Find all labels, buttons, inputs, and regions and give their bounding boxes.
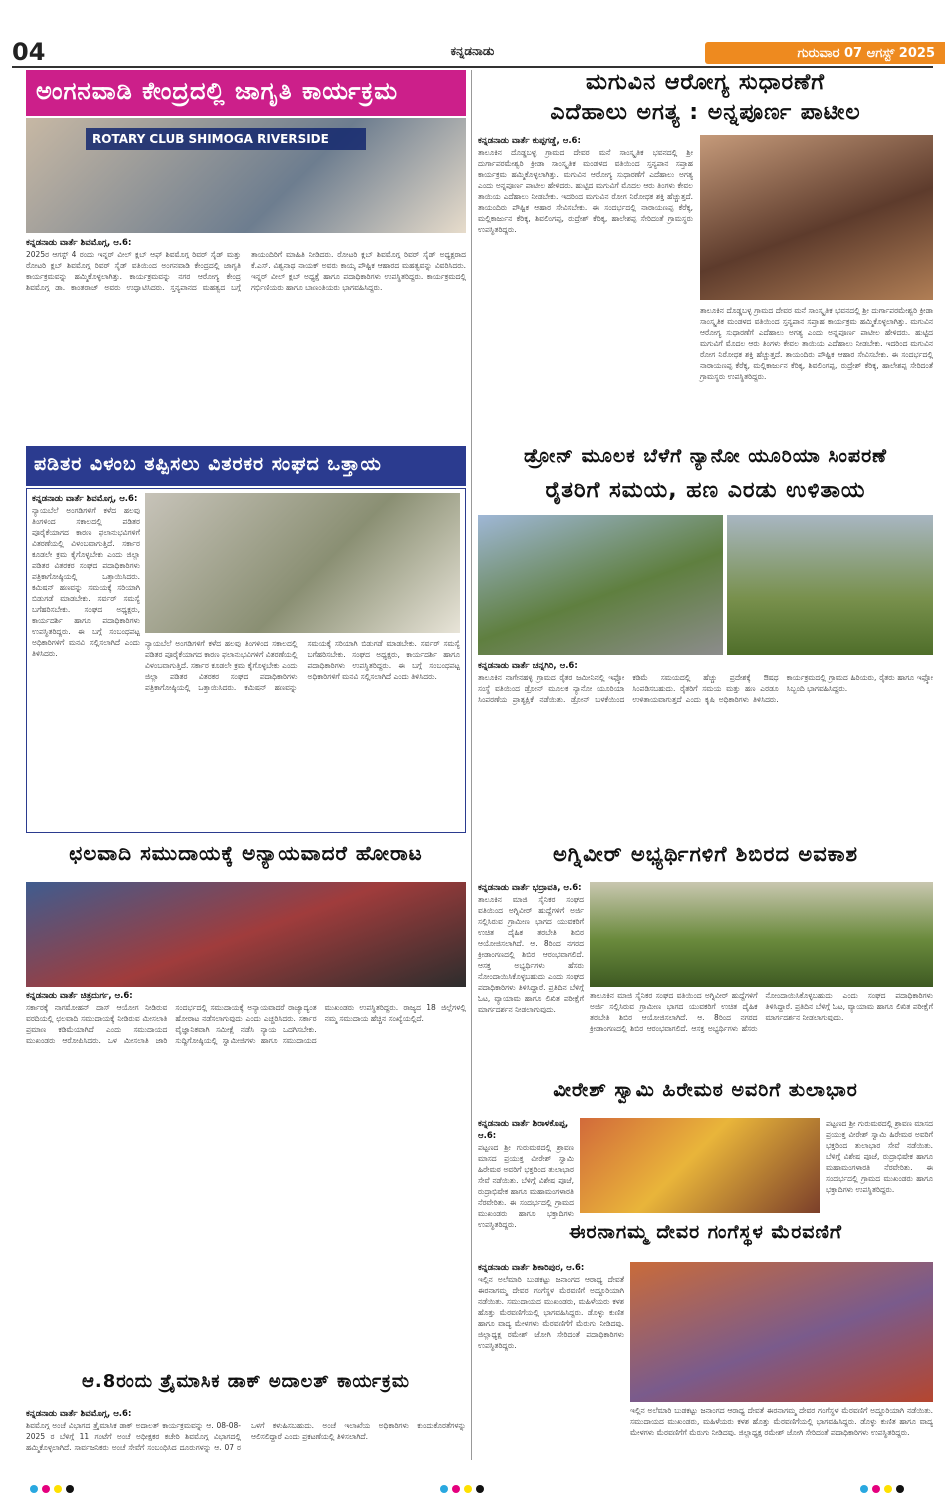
article-procession <box>478 1262 624 1442</box>
dot-yellow <box>884 1485 892 1493</box>
article-body: ತಾಲೂಕಿನ ಮಾಜಿ ಸೈನಿಕರ ಸಂಘದ ವತಿಯಿಂದ ಅಗ್ನಿವೀರ್ ಹುದ್ದೆಗಳಿಗೆ ಅರ್ಜಿ ಸಲ್ಲಿಸಿರುವ ಗ್ರಾಮೀಣ ಭಾಗದ ಯುವಕರಿಗೆ ಉಚಿತ ದೈಹಿಕ ತರಬೇತಿ ಶಿಬಿರ ಆಯೋಜಿಸಲಾಗಿದೆ. ಆ. 8ರಿಂದ ನಗರದ ಕ್ರೀಡಾಂಗಣದಲ್ಲಿ ಶಿಬಿರ ಆರಂಭವಾಗಲಿದೆ. ಆಸಕ್ತ ಅಭ್ಯರ್ಥಿಗಳು ಹೆಸರು ನೋಂದಾಯಿಸಿಕೊಳ್ಳಬಹುದು ಎಂದು ಸಂಘದ ಪದಾಧಿಕಾರಿಗಳು ತಿಳಿಸಿದ್ದಾರೆ. ಪ್ರತಿದಿನ ಬೆಳಿಗ್ಗೆ ಓಟ, ವ್ಯಾಯಾಮ ಹಾಗೂ ಲಿಖಿತ ಪರೀಕ್ಷೆಗೆ ಮಾರ್ಗದರ್ಶನ ನೀಡಲಾಗುವುದು. <box>478 895 584 1014</box>
headline-dak-adalat: ಆ.8ರಂದು ತ್ರೈಮಾಸಿಕ ಡಾಕ್ ಅದಾಲತ್ ಕಾರ್ಯಕ್ರಮ <box>82 1371 410 1392</box>
dot-cyan <box>30 1485 38 1493</box>
photo-agniveer <box>590 882 933 987</box>
article-agniveer <box>478 882 584 1062</box>
photo-thulabhara <box>580 1118 820 1213</box>
headline-child-health-1: ಮಗುವಿನ ಆರೋಗ್ಯ ಸುಧಾರಣೆಗೆ <box>585 70 825 95</box>
registration-dots-right <box>860 1478 940 1492</box>
article-community <box>26 990 466 1365</box>
page-number: 04 <box>12 38 46 66</box>
article-child-health <box>478 135 693 435</box>
article-body: ತಾಲೂಕಿನ ದೊಡ್ಡಬಳ್ಳ ಗ್ರಾಮದ ದೇವರ ಮನೆ ಸಾಂಸ್ಕೃತಿಕ ಭವನದಲ್ಲಿ ಶ್ರೀ ದುರ್ಗಾಪರಮೇಶ್ವರಿ ಕ್ರೀಡಾ ಸಾಂಸ್ಕೃತಿಕ ಮಂಡಳದ ವತಿಯಿಂದ ಸ್ತನ್ಯಪಾನ ಸಪ್ತಾಹ ಕಾರ್ಯಕ್ರಮ ಹಮ್ಮಿಕೊಳ್ಳಲಾಗಿತ್ತು. ಮಗುವಿನ ಆರೋಗ್ಯ ಸುಧಾರಣೆಗೆ ಎದೆಹಾಲು ಅಗತ್ಯ ಎಂದು ಅನ್ನಪೂರ್ಣ ಪಾಟೀಲ ಹೇಳಿದರು. ಹುಟ್ಟಿದ ಮಗುವಿಗೆ ಮೊದಲ ಆರು ತಿಂಗಳು ಕೇವಲ ತಾಯಿಯ ಎದೆಹಾಲು ನೀಡಬೇಕು. ಇದರಿಂದ ಮಗುವಿನ ರೋಗ ನಿರೋಧಕ ಶಕ್ತಿ ಹೆಚ್ಚುತ್ತದೆ. ತಾಯಂದಿರು ಪೌಷ್ಟಿಕ ಆಹಾರ ಸೇವಿಸಬೇಕು. ಈ ಸಂದರ್ಭದಲ್ಲಿ ನಾರಾಯಣಪ್ಪ ಕೆರೆಕ್ಕ, ಮಲ್ಲಿಕಾರ್ಜುನ ಕೆರಿಕ್ಕ, ಶಿವಲಿಂಗಪ್ಪ, ರುದ್ರೇಶ್ ಕೆರಿಕ್ಕ, ಹಾಲೇಶಪ್ಪ ಸೇರಿದಂತೆ ಗ್ರಾಮಸ್ಥರು ಉಪಸ್ಥಿತರಿದ್ದರು. <box>478 148 693 234</box>
article-body: ಸರ್ಕಾರಕ್ಕೆ ನಾಗಮೋಹನ್ ದಾಸ್ ಆಯೋಗ ನೀಡಿರುವ ವರದಿಯಲ್ಲಿ ಛಲವಾದಿ ಸಮುದಾಯಕ್ಕೆ ನೀಡಿರುವ ಮೀಸಲಾತಿ ಪ್ರಮಾಣ ಕಡಿಮೆಯಾಗಿದೆ ಎಂದು ಸಮುದಾಯದ ಮುಖಂಡರು ಆರೋಪಿಸಿದರು. ಒಳ ಮೀಸಲಾತಿ ಜಾರಿ ಸಂದರ್ಭದಲ್ಲಿ ಸಮುದಾಯಕ್ಕೆ ಅನ್ಯಾಯವಾದರೆ ರಾಜ್ಯಾದ್ಯಂತ ಹೋರಾಟ ನಡೆಸಲಾಗುವುದು ಎಂದು ಎಚ್ಚರಿಸಿದರು. ಸರ್ಕಾರ ವೈಜ್ಞಾನಿಕವಾಗಿ ಸಮೀಕ್ಷೆ ನಡೆಸಿ ನ್ಯಾಯ ಒದಗಿಸಬೇಕು. ಸುದ್ದಿಗೋಷ್ಠಿಯಲ್ಲಿ ಸ್ವಾಮೀಜಿಗಳು ಹಾಗೂ ಸಮುದಾಯದ ಮುಖಂಡರು ಉಪಸ್ಥಿತರಿದ್ದರು. ರಾಜ್ಯದ 18 ಜಿಲ್ಲೆಗಳಲ್ಲಿ ನಮ್ಮ ಸಮುದಾಯ ಹೆಚ್ಚಿನ ಸಂಖ್ಯೆಯಲ್ಲಿದೆ. <box>26 1003 466 1045</box>
headline-drone-2: ರೈತರಿಗೆ ಸಮಯ, ಹಣ ಎರಡು ಉಳಿತಾಯ <box>545 478 866 503</box>
article-dak-adalat <box>26 1408 466 1463</box>
headline-community: ಛಲವಾದಿ ಸಮುದಾಯಕ್ಕೆ ಅನ್ಯಾಯವಾದರೆ ಹೋರಾಟ <box>69 841 423 865</box>
dot-magenta <box>42 1485 50 1493</box>
article-thulabhara <box>478 1118 574 1229</box>
photo-drone-2 <box>727 515 933 655</box>
dot-black <box>896 1485 904 1493</box>
date-bar: ಗುರುವಾರ 07 ಆಗಸ್ಟ್ 2025 <box>705 42 945 64</box>
article-body: ಇಲ್ಲಿನ ಅಲೆಮಾರಿ ಬುಡಕಟ್ಟು ಜನಾಂಗದ ಆರಾಧ್ಯ ದೇವತೆ ಈರನಾಗಮ್ಮ ದೇವರ ಗಂಗೆಸ್ಥಳ ಮೆರವಣಿಗೆ ಅದ್ದೂರಿಯಾಗಿ ನಡೆಯಿತು. ಸಮುದಾಯದ ಮುಖಂಡರು, ಮಹಿಳೆಯರು ಕಳಶ ಹೊತ್ತು ಮೆರವಣಿಗೆಯಲ್ಲಿ ಭಾಗವಹಿಸಿದ್ದರು. ಡೊಳ್ಳು ಕುಣಿತ ಹಾಗೂ ವಾದ್ಯ ಮೇಳಗಳು ಮೆರವಣಿಗೆಗೆ ಮೆರುಗು ನೀಡಿದವು. ಜಿಲ್ಲಾಧ್ಯಕ್ಷ ರಮೇಶ್ ಜೋಗಿ ಸೇರಿದಂತೆ ಪದಾಧಿಕಾರಿಗಳು ಉಪಸ್ಥಿತರಿದ್ದರು. <box>478 1275 624 1350</box>
byline: ಕನ್ನಡನಾಡು ವಾರ್ತೆ ಶಿವಮೊಗ್ಗ, ಆ.6: <box>26 1409 132 1419</box>
article-thulabhara-cont: ಪಟ್ಟಣದ ಶ್ರೀ ಗುರುಮಠದಲ್ಲಿ ಶ್ರಾವಣ ಮಾಸದ ಪ್ರಯುಕ್ತ ವೀರೇಶ್ ಸ್ವಾಮಿ ಹಿರೇಮಠ ಅವರಿಗೆ ಭಕ್ತರಿಂದ ತುಲಾಭಾರ ಸೇವೆ ನಡೆಯಿತು. ಬೆಳಿಗ್ಗೆ ವಿಶೇಷ ಪೂಜೆ, ರುದ್ರಾಭಿಷೇಕ ಹಾಗೂ ಮಹಾಮಂಗಳಾರತಿ ನೆರವೇರಿತು. ಈ ಸಂದರ್ಭದಲ್ಲಿ ಗ್ರಾಮದ ಮುಖಂಡರು ಹಾಗೂ ಭಕ್ತಾದಿಗಳು ಉಪಸ್ಥಿತರಿದ್ದರು. <box>826 1119 933 1194</box>
article-body: ಪಟ್ಟಣದ ಶ್ರೀ ಗುರುಮಠದಲ್ಲಿ ಶ್ರಾವಣ ಮಾಸದ ಪ್ರಯುಕ್ತ ವೀರೇಶ್ ಸ್ವಾಮಿ ಹಿರೇಮಠ ಅವರಿಗೆ ಭಕ್ತರಿಂದ ತುಲಾಭಾರ ಸೇವೆ ನಡೆಯಿತು. ಬೆಳಿಗ್ಗೆ ವಿಶೇಷ ಪೂಜೆ, ರುದ್ರಾಭಿಷೇಕ ಹಾಗೂ ಮಹಾಮಂಗಳಾರತಿ ನೆರವೇರಿತು. ಈ ಸಂದರ್ಭದಲ್ಲಿ ಗ್ರಾಮದ ಮುಖಂಡರು ಹಾಗೂ ಭಕ್ತಾದಿಗಳು ಉಪಸ್ಥಿತರಿದ್ದರು. <box>478 1143 574 1229</box>
byline: ಕನ್ನಡನಾಡು ವಾರ್ತೆ ಚಿತ್ರದುರ್ಗ, ಆ.6: <box>26 991 133 1001</box>
photo-procession <box>630 1262 933 1402</box>
headline-procession: ಈರನಾಗಮ್ಮ ದೇವರ ಗಂಗೆಸ್ಥಳ ಮೆರವಣಿಗೆ <box>569 1221 842 1243</box>
dot-magenta <box>452 1485 460 1493</box>
byline: ಕನ್ನಡನಾಡು ವಾರ್ತೆ ಶಿವಮೊಗ್ಗ, ಆ.6: <box>26 238 132 248</box>
dot-cyan <box>440 1485 448 1493</box>
byline: ಕನ್ನಡನಾಡು ವಾರ್ತೆ ಕುಪ್ಪಗಡ್ಡೆ, ಆ.6: <box>478 136 581 146</box>
article-body: ತಾಲೂಕಿನ ನಾಗೇನಹಳ್ಳಿ ಗ್ರಾಮದ ರೈತರ ಜಮೀನಿನಲ್ಲಿ ಇಫ್ಕೋ ಸಂಸ್ಥೆ ವತಿಯಿಂದ ಡ್ರೋನ್ ಮೂಲಕ ನ್ಯಾನೋ ಯೂರಿಯಾ ಸಿಂಪರಣೆಯ ಪ್ರಾತ್ಯಕ್ಷಿಕೆ ನಡೆಯಿತು. ಡ್ರೋನ್ ಬಳಕೆಯಿಂದ ಕಡಿಮೆ ಸಮಯದಲ್ಲಿ ಹೆಚ್ಚು ಪ್ರದೇಶಕ್ಕೆ ಔಷಧ ಸಿಂಪಡಿಸಬಹುದು. ರೈತರಿಗೆ ಸಮಯ ಮತ್ತು ಹಣ ಎರಡೂ ಉಳಿತಾಯವಾಗುತ್ತದೆ ಎಂದು ಕೃಷಿ ಅಧಿಕಾರಿಗಳು ತಿಳಿಸಿದರು. ಕಾರ್ಯಕ್ರಮದಲ್ಲಿ ಗ್ರಾಮದ ಹಿರಿಯರು, ರೈತರು ಹಾಗೂ ಇಫ್ಕೋ ಸಿಬ್ಬಂದಿ ಭಾಗವಹಿಸಿದ್ದರು. <box>478 673 933 704</box>
article-agniveer-cont: ತಾಲೂಕಿನ ಮಾಜಿ ಸೈನಿಕರ ಸಂಘದ ವತಿಯಿಂದ ಅಗ್ನಿವೀರ್ ಹುದ್ದೆಗಳಿಗೆ ಅರ್ಜಿ ಸಲ್ಲಿಸಿರುವ ಗ್ರಾಮೀಣ ಭಾಗದ ಯುವಕರಿಗೆ ಉಚಿತ ದೈಹಿಕ ತರಬೇತಿ ಶಿಬಿರ ಆಯೋಜಿಸಲಾಗಿದೆ. ಆ. 8ರಿಂದ ನಗರದ ಕ್ರೀಡಾಂಗಣದಲ್ಲಿ ಶಿಬಿರ ಆರಂಭವಾಗಲಿದೆ. ಆಸಕ್ತ ಅಭ್ಯರ್ಥಿಗಳು ಹೆಸರು ನೋಂದಾಯಿಸಿಕೊಳ್ಳಬಹುದು ಎಂದು ಸಂಘದ ಪದಾಧಿಕಾರಿಗಳು ತಿಳಿಸಿದ್ದಾರೆ. ಪ್ರತಿದಿನ ಬೆಳಿಗ್ಗೆ ಓಟ, ವ್ಯಾಯಾಮ ಹಾಗೂ ಲಿಖಿತ ಪರೀಕ್ಷೆಗೆ ಮಾರ್ಗದರ್ಶನ ನೀಡಲಾಗುವುದು. <box>590 991 933 1033</box>
article-distributors <box>32 493 140 829</box>
article-drone <box>478 660 933 835</box>
dot-black <box>476 1485 484 1493</box>
photo-drone-1 <box>478 515 723 655</box>
photo-banner: ROTARY CLUB SHIMOGA RIVERSIDE <box>86 128 366 150</box>
headline-child-health-2: ಎದೆಹಾಲು ಅಗತ್ಯ : ಅನ್ನಪೂರ್ಣ ಪಾಟೀಲ <box>550 100 861 125</box>
dot-magenta <box>872 1485 880 1493</box>
masthead: ಕನ್ನಡನಾಡು <box>450 44 495 58</box>
column-divider <box>471 70 472 1460</box>
photo-distributors <box>145 493 460 633</box>
article-body: ನ್ಯಾಯಬೆಲೆ ಅಂಗಡಿಗಳಿಗೆ ಕಳೆದ ಹಲವು ತಿಂಗಳಿಂದ ಸಕಾಲದಲ್ಲಿ ಪಡಿತರ ಪೂರೈಕೆಯಾಗದ ಕಾರಣ ಫಲಾನುಭವಿಗಳಿಗೆ ವಿತರಣೆಯಲ್ಲಿ ವಿಳಂಬವಾಗುತ್ತಿದೆ. ಸರ್ಕಾರ ಕೂಡಲೇ ಕ್ರಮ ಕೈಗೊಳ್ಳಬೇಕು ಎಂದು ಜಿಲ್ಲಾ ಪಡಿತರ ವಿತರಕರ ಸಂಘದ ಪದಾಧಿಕಾರಿಗಳು ಪತ್ರಿಕಾಗೋಷ್ಠಿಯಲ್ಲಿ ಒತ್ತಾಯಿಸಿದರು. ಕಮಿಷನ್ ಹಣವನ್ನು ಸಮಯಕ್ಕೆ ಸರಿಯಾಗಿ ಬಿಡುಗಡೆ ಮಾಡಬೇಕು. ಸರ್ವರ್ ಸಮಸ್ಯೆ ಬಗೆಹರಿಸಬೇಕು. ಸಂಘದ ಅಧ್ಯಕ್ಷರು, ಕಾರ್ಯದರ್ಶಿ ಹಾಗೂ ಪದಾಧಿಕಾರಿಗಳು ಉಪಸ್ಥಿತರಿದ್ದರು. ಈ ಬಗ್ಗೆ ಸಂಬಂಧಪಟ್ಟ ಅಧಿಕಾರಿಗಳಿಗೆ ಮನವಿ ಸಲ್ಲಿಸಲಾಗಿದೆ ಎಂದು ತಿಳಿಸಿದರು. <box>32 506 140 658</box>
byline: ಕನ್ನಡನಾಡು ವಾರ್ತೆ ಶಿಕಾರಿಪುರ, ಆ.6: <box>478 1263 585 1273</box>
article-distributors-cont: ನ್ಯಾಯಬೆಲೆ ಅಂಗಡಿಗಳಿಗೆ ಕಳೆದ ಹಲವು ತಿಂಗಳಿಂದ ಸಕಾಲದಲ್ಲಿ ಪಡಿತರ ಪೂರೈಕೆಯಾಗದ ಕಾರಣ ಫಲಾನುಭವಿಗಳಿಗೆ ವಿತರಣೆಯಲ್ಲಿ ವಿಳಂಬವಾಗುತ್ತಿದೆ. ಸರ್ಕಾರ ಕೂಡಲೇ ಕ್ರಮ ಕೈಗೊಳ್ಳಬೇಕು ಎಂದು ಜಿಲ್ಲಾ ಪಡಿತರ ವಿತರಕರ ಸಂಘದ ಪದಾಧಿಕಾರಿಗಳು ಪತ್ರಿಕಾಗೋಷ್ಠಿಯಲ್ಲಿ ಒತ್ತಾಯಿಸಿದರು. ಕಮಿಷನ್ ಹಣವನ್ನು ಸಮಯಕ್ಕೆ ಸರಿಯಾಗಿ ಬಿಡುಗಡೆ ಮಾಡಬೇಕು. ಸರ್ವರ್ ಸಮಸ್ಯೆ ಬಗೆಹರಿಸಬೇಕು. ಸಂಘದ ಅಧ್ಯಕ್ಷರು, ಕಾರ್ಯದರ್ಶಿ ಹಾಗೂ ಪದಾಧಿಕಾರಿಗಳು ಉಪಸ್ಥಿತರಿದ್ದರು. ಈ ಬಗ್ಗೆ ಸಂಬಂಧಪಟ್ಟ ಅಧಿಕಾರಿಗಳಿಗೆ ಮನವಿ ಸಲ್ಲಿಸಲಾಗಿದೆ ಎಂದು ತಿಳಿಸಿದರು. <box>145 639 460 692</box>
dot-yellow <box>464 1485 472 1493</box>
photo-community <box>26 882 466 987</box>
headline-anganwadi: ಅಂಗನವಾಡಿ ಕೇಂದ್ರದಲ್ಲಿ ಜಾಗೃತಿ ಕಾರ್ಯಕ್ರಮ <box>26 70 466 116</box>
registration-dots-left <box>30 1478 110 1492</box>
byline: ಕನ್ನಡನಾಡು ವಾರ್ತೆ ಶಿವಮೊಗ್ಗ, ಆ.6: <box>32 494 138 504</box>
article-procession-cont: ಇಲ್ಲಿನ ಅಲೆಮಾರಿ ಬುಡಕಟ್ಟು ಜನಾಂಗದ ಆರಾಧ್ಯ ದೇವತೆ ಈರನಾಗಮ್ಮ ದೇವರ ಗಂಗೆಸ್ಥಳ ಮೆರವಣಿಗೆ ಅದ್ದೂರಿಯಾಗಿ ನಡೆಯಿತು. ಸಮುದಾಯದ ಮುಖಂಡರು, ಮಹಿಳೆಯರು ಕಳಶ ಹೊತ್ತು ಮೆರವಣಿಗೆಯಲ್ಲಿ ಭಾಗವಹಿಸಿದ್ದರು. ಡೊಳ್ಳು ಕುಣಿತ ಹಾಗೂ ವಾದ್ಯ ಮೇಳಗಳು ಮೆರವಣಿಗೆಗೆ ಮೆರುಗು ನೀಡಿದವು. ಜಿಲ್ಲಾಧ್ಯಕ್ಷ ರಮೇಶ್ ಜೋಗಿ ಸೇರಿದಂತೆ ಪದಾಧಿಕಾರಿಗಳು ಉಪಸ್ಥಿತರಿದ್ದರು. <box>630 1406 933 1437</box>
byline: ಕನ್ನಡನಾಡು ವಾರ್ತೆ ಚನ್ನಗಿರಿ, ಆ.6: <box>478 661 578 671</box>
headline-drone-1: ಡ್ರೋನ್ ಮೂಲಕ ಬೆಳೆಗೆ ನ್ಯಾನೋ ಯೂರಿಯಾ ಸಿಂಪರಣೆ <box>524 445 887 467</box>
dot-yellow <box>54 1485 62 1493</box>
dot-black <box>66 1485 74 1493</box>
article-child-health-cont: ತಾಲೂಕಿನ ದೊಡ್ಡಬಳ್ಳ ಗ್ರಾಮದ ದೇವರ ಮನೆ ಸಾಂಸ್ಕೃತಿಕ ಭವನದಲ್ಲಿ ಶ್ರೀ ದುರ್ಗಾಪರಮೇಶ್ವರಿ ಕ್ರೀಡಾ ಸಾಂಸ್ಕೃತಿಕ ಮಂಡಳದ ವತಿಯಿಂದ ಸ್ತನ್ಯಪಾನ ಸಪ್ತಾಹ ಕಾರ್ಯಕ್ರಮ ಹಮ್ಮಿಕೊಳ್ಳಲಾಗಿತ್ತು. ಮಗುವಿನ ಆರೋಗ್ಯ ಸುಧಾರಣೆಗೆ ಎದೆಹಾಲು ಅಗತ್ಯ ಎಂದು ಅನ್ನಪೂರ್ಣ ಪಾಟೀಲ ಹೇಳಿದರು. ಹುಟ್ಟಿದ ಮಗುವಿಗೆ ಮೊದಲ ಆರು ತಿಂಗಳು ಕೇವಲ ತಾಯಿಯ ಎದೆಹಾಲು ನೀಡಬೇಕು. ಇದರಿಂದ ಮಗುವಿನ ರೋಗ ನಿರೋಧಕ ಶಕ್ತಿ ಹೆಚ್ಚುತ್ತದೆ. ತಾಯಂದಿರು ಪೌಷ್ಟಿಕ ಆಹಾರ ಸೇವಿಸಬೇಕು. ಈ ಸಂದರ್ಭದಲ್ಲಿ ನಾರಾಯಣಪ್ಪ ಕೆರೆಕ್ಕ, ಮಲ್ಲಿಕಾರ್ಜುನ ಕೆರಿಕ್ಕ, ಶಿವಲಿಂಗಪ್ಪ, ರುದ್ರೇಶ್ ಕೆರಿಕ್ಕ, ಹಾಲೇಶಪ್ಪ ಸೇರಿದಂತೆ ಗ್ರಾಮಸ್ಥರು ಉಪಸ್ಥಿತರಿದ್ದರು. <box>700 306 933 381</box>
byline: ಕನ್ನಡನಾಡು ವಾರ್ತೆ ಶಿರಾಳಕೊಪ್ಪ, ಆ.6: <box>478 1119 569 1141</box>
dot-cyan <box>860 1485 868 1493</box>
registration-dots-center <box>440 1478 520 1492</box>
headline-distributors: ಪಡಿತರ ವಿಳಂಬ ತಪ್ಪಿಸಲು ವಿತರಕರ ಸಂಘದ ಒತ್ತಾಯ <box>26 446 466 486</box>
photo-child-health <box>700 135 933 300</box>
article-body: 2025ರ ಆಗಸ್ಟ್ 4 ರಂದು ಇನ್ನರ್ ವೀಲ್ ಕ್ಲಬ್ ಆಫ್ ಶಿವಮೊಗ್ಗ ರಿವರ್ ಸೈಡ್ ಮತ್ತು ರೋಟರಿ ಕ್ಲಬ್ ಶಿವಮೊಗ್ಗ ರಿವರ್ ಸೈಡ್ ವತಿಯಿಂದ ಅಂಗನವಾಡಿ ಕೇಂದ್ರದಲ್ಲಿ ಜಾಗೃತಿ ಕಾರ್ಯಕ್ರಮವನ್ನು ಹಮ್ಮಿಕೊಳ್ಳಲಾಗಿತ್ತು. ಕಾರ್ಯಕ್ರಮವನ್ನು ನಗರ ಆರೋಗ್ಯ ಕೇಂದ್ರ ಶಿವಮೊಗ್ಗ ಡಾ. ಕಾಂತರಾಜ್ ಅವರು ಉದ್ಘಾಟಿಸಿದರು. ಸ್ತನ್ಯಪಾನದ ಮಹತ್ವದ ಬಗ್ಗೆ ತಾಯಂದಿರಿಗೆ ಮಾಹಿತಿ ನೀಡಿದರು. ರೋಟರಿ ಕ್ಲಬ್ ಶಿವಮೊಗ್ಗ ರಿವರ್ ಸೈಡ್ ಅಧ್ಯಕ್ಷರಾದ ಕೆ.ಎಸ್. ವಿಶ್ವನಾಥ ನಾಯಕ್ ಅವರು ಕಾಯ್ಕ ಪೌಷ್ಟಿಕ ಆಹಾರದ ಮಹತ್ವವನ್ನು ವಿವರಿಸಿದರು. ಇನ್ನರ್ ವೀಲ್ ಕ್ಲಬ್ ಅಧ್ಯಕ್ಷೆ ಹಾಗೂ ಪದಾಧಿಕಾರಿಗಳು ಉಪಸ್ಥಿತರಿದ್ದರು. ಕಾರ್ಯಕ್ರಮದಲ್ಲಿ ಗರ್ಭಿಣಿಯರು ಹಾಗೂ ಬಾಣಂತಿಯರು ಭಾಗವಹಿಸಿದ್ದರು. <box>26 250 466 292</box>
article-anganwadi <box>26 237 466 432</box>
headline-thulabhara: ವೀರೇಶ್ ಸ್ವಾಮಿ ಹಿರೇಮಠ ಅವರಿಗೆ ತುಲಾಭಾರ <box>553 1079 858 1101</box>
header-rule <box>12 66 933 68</box>
byline: ಕನ್ನಡನಾಡು ವಾರ್ತೆ ಭದ್ರಾವತಿ, ಆ.6: <box>478 883 582 893</box>
article-body: ಶಿವಮೊಗ್ಗ ಅಂಚೆ ವಿಭಾಗದ ತ್ರೈಮಾಸಿಕ ಡಾಕ್ ಅದಾಲತ್ ಕಾರ್ಯಕ್ರಮವನ್ನು ಆ. 08-08-2025 ರ ಬೆಳಿಗ್ಗೆ 11 ಗಂಟೆಗೆ ಅಂಚೆ ಅಧೀಕ್ಷಕರ ಕಚೇರಿ ಶಿವಮೊಗ್ಗ ವಿಭಾಗದಲ್ಲಿ ಹಮ್ಮಿಕೊಳ್ಳಲಾಗಿದೆ. ಸಾರ್ವಜನಿಕರು ಅಂಚೆ ಸೇವೆಗೆ ಸಂಬಂಧಿಸಿದ ದೂರುಗಳನ್ನು ಆ. 07 ರ ಒಳಗೆ ಕಳುಹಿಸಬಹುದು. ಅಂಚೆ ಇಲಾಖೆಯ ಅಧಿಕಾರಿಗಳು ಕುಂದುಕೊರತೆಗಳನ್ನು ಆಲಿಸಲಿದ್ದಾರೆ ಎಂದು ಪ್ರಕಟಣೆಯಲ್ಲಿ ತಿಳಿಸಲಾಗಿದೆ. <box>26 1421 466 1452</box>
headline-agniveer: ಅಗ್ನಿವೀರ್ ಅಭ್ಯರ್ಥಿಗಳಿಗೆ ಶಿಬಿರದ ಅವಕಾಶ <box>552 842 859 866</box>
photo-anganwadi <box>26 118 466 233</box>
